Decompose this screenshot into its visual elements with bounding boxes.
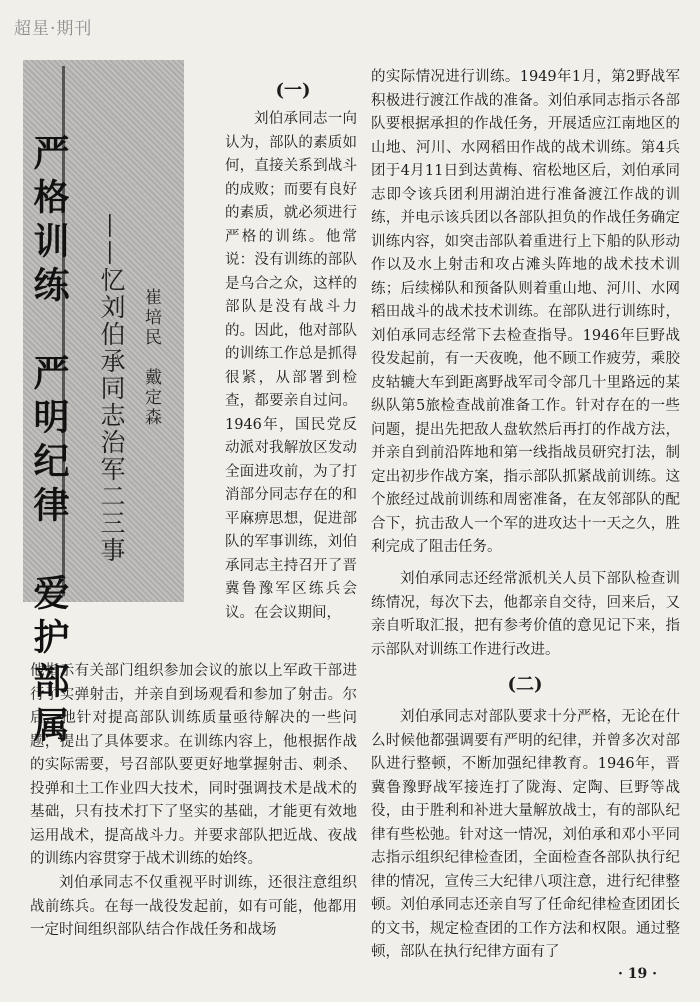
article-title: 严格训练 严明纪律 爱护部属 <box>28 134 69 750</box>
paragraph-1b: 他指示有关部门组织参加会议的旅以上军政干部进行了实弹射击，并亲自到场观看和参加了射击。尔后，他针对提高部队训练质量亟待解决的一些问题，提出了具体要求。在训练内容上，他根据作战的实际需要，号召部队要更好地掌握射击、刺杀、投弹和土工作业四大技术，同时强调技术是战术的基础，只有技术打下了坚实的基础，才能更有效地运用战术，提高战斗力。并要求部队把近战、夜战的训练内容贯穿于战术训练的始终。 <box>30 663 357 867</box>
paragraph-5: 刘伯承同志对部队要求十分严格，无论在什么时候他都强调要有严明的纪律，并曾多次对部队进行整顿，不断加强纪律教育。1946年，晋冀鲁豫野战军接连打了陇海、定陶、巨野等战役，由于胜利和补进大量解放战士，有的部队纪律有些松弛。针对这一情况，刘伯承和邓小平同志指示组织纪律检查团，全面检查各部队执行纪律的情况，宣传三大纪律八项注意，进行纪律整顿。刘伯承同志还亲自写了任命纪律检查团团长的文书，规定检查团的工作方法和权限。通过整顿，部队在执行纪律方面有了 <box>371 709 680 960</box>
article-subtitle: ——忆刘伯承同志治军二三事 <box>97 213 126 564</box>
section-heading-2: (二) <box>507 674 543 695</box>
section-heading-1: (一) <box>275 80 311 101</box>
journal-label: 超星·期刊 <box>14 19 93 39</box>
paragraph-4: 刘伯承同志还经常派机关人员下部队检查训练情况，每次下去，他都亲自交待，回来后，又亲自听取汇报，把有参考价值的意见记下来，指示部队对训练工作进行改进。 <box>371 571 680 658</box>
paragraph-1a: 刘伯承同志一向认为，部队的素质如何，直接关系到战斗的成败；而要有良好的素质，就必须进行严格的训练。他常说：没有训练的部队是乌合之众，这样的部队是没有战斗力的。因此，他对部队的训练工作总是抓得很紧，从部署到检查，都要亲自过问。1946年，国民党反动派对我解放区发动全面进攻前，为了打消部分同志存在的和平麻痹思想，促进部队的军事训练，刘伯承同志主持召开了晋冀鲁豫军区练兵会议。在会议期间， <box>225 111 357 621</box>
article-authors: 崔培民 戴定森 <box>141 288 161 428</box>
paragraph-3: 的实际情况进行训练。1949年1月，第2野战军积极进行渡江作战的准备。刘伯承同志指示各部队要根据承担的作战任务，开展适应江南地区的山地、河川、水网稻田作战的战术训练。第4兵团于4月11日到达黄梅、宿松地区后，刘伯承同志即令该兵团利用湖泊进行准备渡江作战的训练，并电示该兵团以各部队担负的作战任务确定训练内容，如突击部队着重进行上下船的队形动作以及水上射击和攻占滩头阵地的战术技术训练；后续梯队和预备队则着重山地、河川、水网稻田战斗的战术技术训练。在部队进行训练时，刘伯承同志经常下去检查指导。1946年巨野战役发起前，有一天夜晚，他不顾工作疲劳，乘胶皮轱辘大车到距离野战军司令部几十里路远的某纵队第5旅检查战前准备工作。针对存在的一些问题，提出先把敌人盘软然后再打的作战方法，并亲自到前沿阵地和第一线指战员研究打法，制定出初步作战方案，指示部队抓紧战前训练。这个旅经过战前训练和周密准备，在友邻部队的配合下，抗击敌人一个军的进攻达十一天之久，胜利完成了阻击任务。 <box>371 69 680 555</box>
page-number: · 19 · <box>618 966 657 982</box>
paragraph-2: 刘伯承同志不仅重视平时训练，还很注意组织战前练兵。在每一战役发起前，如有可能，他都用一定时间组织部队结合作战任务和战场 <box>30 875 357 938</box>
